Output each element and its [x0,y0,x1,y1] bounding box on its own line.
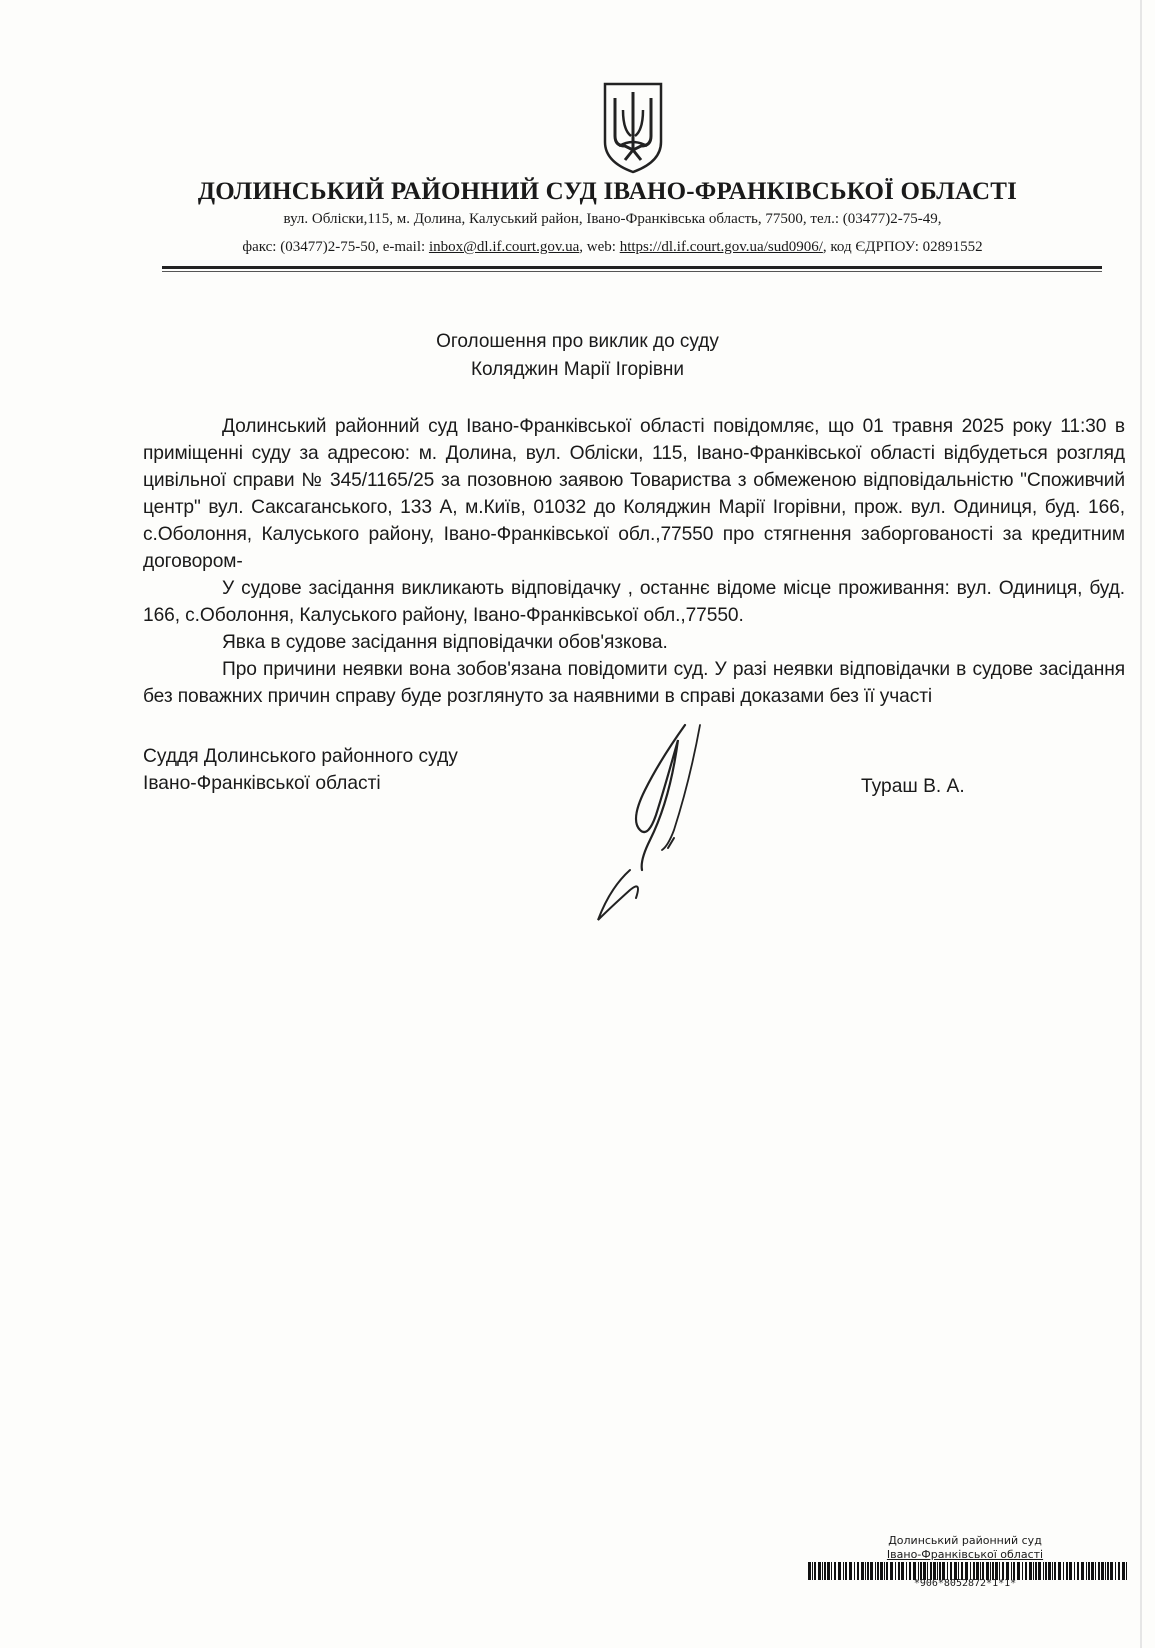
paragraph-hearing: Долинський районний суд Івано-Франківської області повідомляє, що 01 травня 2025 року 11:30 в приміщенні суду за адресою: м. Долина, вул. Обліски, 115, Івано-Франківської області відбудеться розгляд цивільної справи № 345/1165/25 за позовною заявою Товариства з обмеженою відповідальністю "Споживчий центр" вул. Саксаганського, 133 А, м.Київ, 01032 до Коляджин Марії Ігорівни, прож. вул. Одиниця, буд. 166, с.Оболоння, Калуського району, Івано-Франківської обл.,77550 про стягнення заборгованості за кредитним договором- [143,416,1125,572]
barcode-number: *906*8052872*1*1* [913,1578,1017,1589]
header-divider [162,266,1102,269]
edrpou-code: , код ЄДРПОУ: 02891552 [822,239,983,255]
paragraph-summons: У судове засідання викликають відповідачку , останнє відоме місце проживання: вул. Одиниця, буд. 166, с.Оболоння, Калуського району, Івано-Франківської обл.,77550. [143,578,1125,626]
registry-stamp [800,1534,1130,1562]
judge-name: Тураш В. А. [861,776,965,797]
web-prefix: , web: [579,239,620,255]
trident-emblem-icon [601,80,665,176]
fax-text: факс: (03477)2-75-50, e-mail: [242,239,429,255]
website-link[interactable]: https://dl.if.court.gov.ua/sud0906/ [619,239,823,255]
paragraph-attendance: Явка в судове засідання відповідачки обов'язкова. [222,632,668,653]
court-contacts [0,239,1155,256]
stamp-line1: Долинський районний суд [888,1534,1042,1547]
handwritten-signature [590,720,730,940]
header-divider-thin [162,271,1102,272]
paragraph-absence: Про причини неявки вона зобов'язана повідомити суд. У разі неявки відповідачки в судове засідання без поважних причин справу буде розглянуто за наявними в справі доказами без її участі [143,659,1125,707]
judge-title-line2: Івано-Франківської області [143,773,381,794]
judge-title-line1: Суддя Долинського районного суду [143,746,458,767]
notice-recipient: Коляджин Марії Ігорівни [470,359,685,380]
email-link[interactable]: inbox@dl.if.court.gov.ua [428,239,580,255]
stamp-line2: Івано-Франківської області [886,1548,1044,1561]
court-address: вул. Облiски,115, м. Долина, Калуський район, Iвано-Франкiвська область, 77500, тел.: (03477)2-75-49, [283,211,942,227]
notice-title: Оголошення про виклик до суду [436,331,719,352]
court-name: ДОЛИНСЬКИЙ РАЙОННИЙ СУД ІВАНО-ФРАНКІВСЬКОЇ ОБЛАСТІ [197,178,1018,205]
notice-body [143,413,1125,710]
scan-edge [1140,0,1142,1648]
